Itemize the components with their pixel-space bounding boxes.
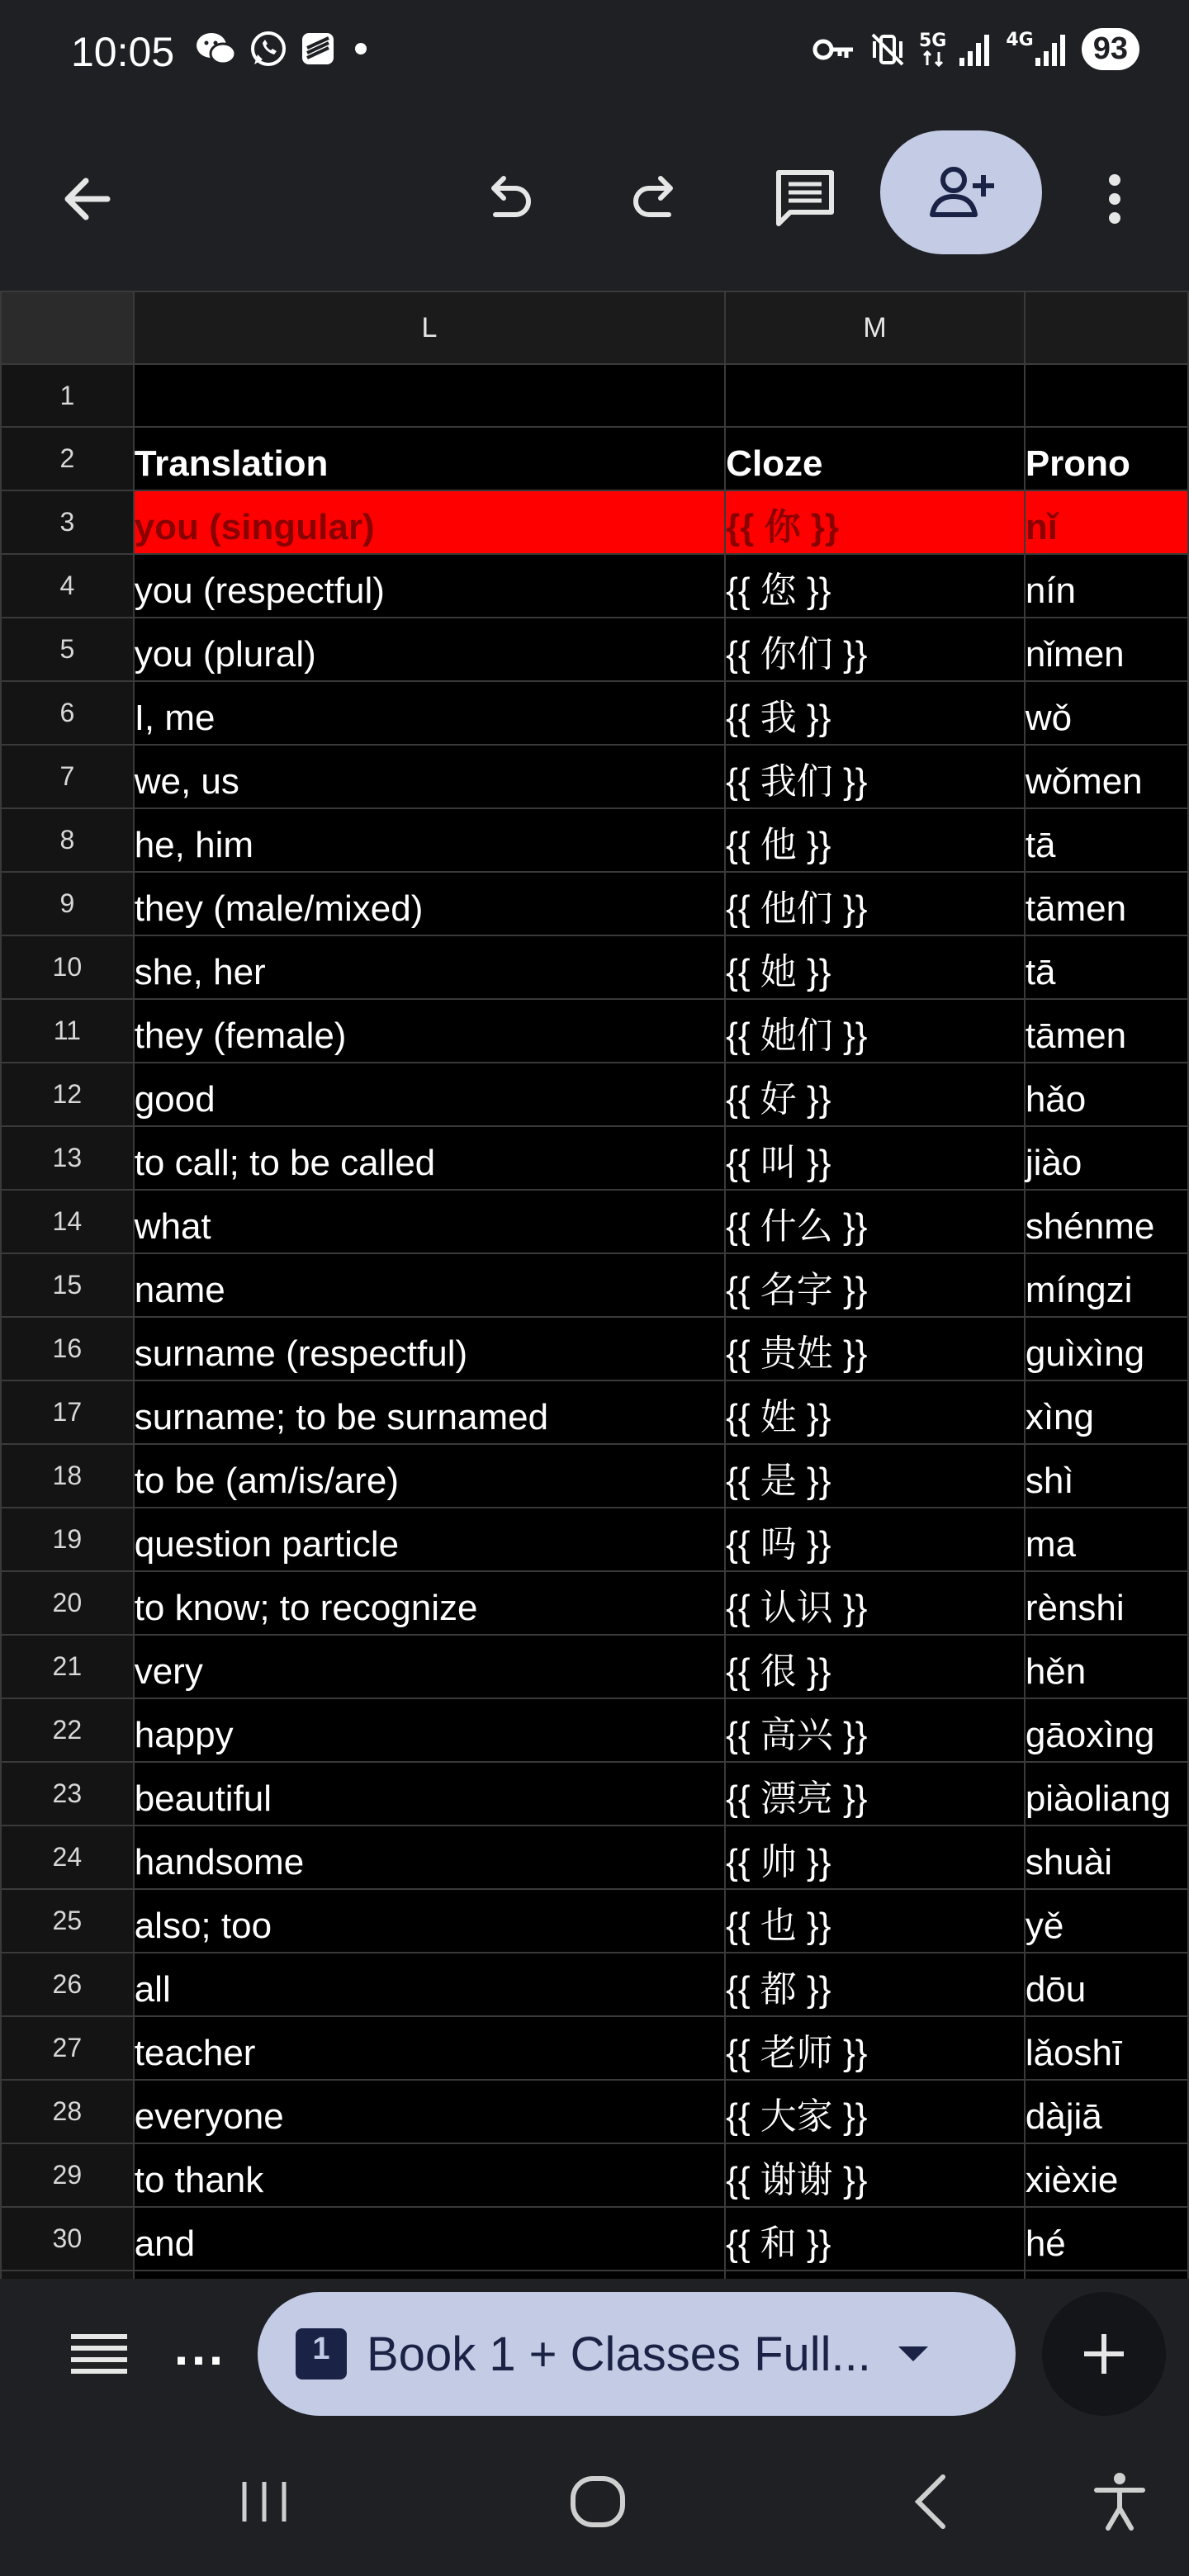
select-all-corner[interactable] xyxy=(1,291,134,364)
cell-translation[interactable]: she, her xyxy=(134,935,725,999)
row-number[interactable]: 27 xyxy=(1,2016,134,2080)
cell-translation[interactable]: surname (respectful) xyxy=(134,1317,725,1380)
row-number[interactable]: 28 xyxy=(1,2080,134,2143)
cell-translation[interactable]: all xyxy=(134,1953,725,2016)
data-arrows-icon xyxy=(921,50,945,67)
cell-cloze[interactable]: {{ 漂亮 }} xyxy=(725,1762,1025,1825)
status-right xyxy=(812,28,1139,70)
cell-pronunciation[interactable]: wǒmen xyxy=(1025,745,1188,808)
table-row xyxy=(1,1317,1188,1380)
cell-cloze[interactable]: {{ 谢谢 }} xyxy=(725,2143,1025,2207)
dropdown-arrow-icon xyxy=(895,2342,931,2366)
cell-cloze[interactable]: Cloze xyxy=(725,427,1025,490)
table-row xyxy=(1,2080,1188,2143)
table-row xyxy=(1,1380,1188,1444)
cell-translation[interactable]: teacher xyxy=(134,2016,725,2080)
cell-translation[interactable]: handsome xyxy=(134,1825,725,1889)
cell-pronunciation[interactable]: xièxie xyxy=(1025,2143,1188,2207)
wechat-icon xyxy=(195,31,238,67)
cell-cloze[interactable]: {{ 老师 }} xyxy=(725,2016,1025,2080)
recent-apps-button[interactable] xyxy=(231,2469,297,2535)
cell-pronunciation[interactable]: nǐmen xyxy=(1025,618,1188,681)
table-row xyxy=(1,1825,1188,1889)
row-number[interactable]: 8 xyxy=(1,808,134,872)
row-number[interactable]: 22 xyxy=(1,1698,134,1762)
row-number[interactable]: 11 xyxy=(1,999,134,1063)
comment-button[interactable] xyxy=(760,154,850,244)
cell-translation[interactable]: they (female) xyxy=(134,999,725,1063)
cell-cloze[interactable] xyxy=(725,364,1025,427)
cell-cloze[interactable]: {{ 贵姓 }} xyxy=(725,1317,1025,1380)
more-options-button[interactable] xyxy=(1082,154,1148,244)
table-row xyxy=(1,745,1188,808)
cell-pronunciation[interactable] xyxy=(1025,364,1188,427)
column-header-l[interactable]: L xyxy=(134,291,725,364)
network-4g xyxy=(1006,31,1069,68)
spreadsheet-grid xyxy=(0,291,1189,2279)
cell-translation[interactable]: happy xyxy=(134,1698,725,1762)
grid-table xyxy=(0,291,1189,2335)
cell-pronunciation[interactable]: xìng xyxy=(1025,1380,1188,1444)
cell-pronunciation[interactable]: hǎo xyxy=(1025,1063,1188,1126)
cell-cloze[interactable]: {{ 他 }} xyxy=(725,808,1025,872)
cell-translation[interactable]: you (respectful) xyxy=(134,554,725,618)
share-button[interactable] xyxy=(880,130,1042,254)
table-row xyxy=(1,618,1188,681)
table-row xyxy=(1,364,1188,427)
cell-translation[interactable]: question particle xyxy=(134,1508,725,1571)
cell-translation[interactable]: and xyxy=(134,2207,725,2271)
cell-cloze[interactable]: {{ 您 }} xyxy=(725,554,1025,618)
cell-pronunciation[interactable]: yě xyxy=(1025,1889,1188,1953)
row-number[interactable]: 14 xyxy=(1,1190,134,1253)
cell-cloze[interactable]: {{ 他们 }} xyxy=(725,872,1025,935)
cell-cloze[interactable]: {{ 吗 }} xyxy=(725,1508,1025,1571)
whatsapp-icon xyxy=(249,30,287,68)
recent-apps-icon xyxy=(231,2469,297,2535)
cell-cloze[interactable]: {{ 帅 }} xyxy=(725,1825,1025,1889)
cell-translation[interactable]: very xyxy=(134,1635,725,1698)
plus-icon xyxy=(1079,2329,1129,2379)
cell-translation[interactable]: also; too xyxy=(134,1889,725,1953)
cell-translation[interactable]: you (singular) xyxy=(134,490,725,554)
table-row xyxy=(1,999,1188,1063)
cell-translation[interactable] xyxy=(134,364,725,427)
cell-translation[interactable]: surname; to be surnamed xyxy=(134,1380,725,1444)
cell-pronunciation[interactable]: Prono xyxy=(1025,427,1188,490)
cell-translation[interactable]: to know; to recognize xyxy=(134,1571,725,1635)
row-number[interactable]: 4 xyxy=(1,554,134,618)
row-number[interactable]: 13 xyxy=(1,1126,134,1190)
row-number[interactable]: 15 xyxy=(1,1253,134,1317)
table-row xyxy=(1,1508,1188,1571)
toolbar xyxy=(0,124,1189,281)
row-number[interactable]: 21 xyxy=(1,1635,134,1698)
cell-cloze[interactable]: {{ 什么 }} xyxy=(725,1190,1025,1253)
sheet-tab-label: Book 1 + Classes Full... xyxy=(367,2327,871,2381)
row-number[interactable]: 19 xyxy=(1,1508,134,1571)
cell-pronunciation[interactable]: dōu xyxy=(1025,1953,1188,2016)
table-row xyxy=(1,681,1188,745)
row-number[interactable]: 20 xyxy=(1,1571,134,1635)
cell-translation[interactable]: what xyxy=(134,1190,725,1253)
cell-cloze[interactable]: {{ 都 }} xyxy=(725,1953,1025,2016)
app-stack-icon xyxy=(299,30,337,68)
table-row xyxy=(1,427,1188,490)
cell-pronunciation[interactable]: guìxìng xyxy=(1025,1317,1188,1380)
system-nav-bar xyxy=(0,2427,1189,2576)
home-icon xyxy=(565,2469,631,2535)
table-row xyxy=(1,1571,1188,1635)
row-number[interactable]: 18 xyxy=(1,1444,134,1508)
table-row xyxy=(1,554,1188,618)
cell-pronunciation[interactable]: tā xyxy=(1025,935,1188,999)
column-header-row xyxy=(1,291,1188,364)
cell-pronunciation[interactable]: lǎoshī xyxy=(1025,2016,1188,2080)
cell-translation[interactable]: name xyxy=(134,1253,725,1317)
sheet-tab-bar xyxy=(0,2279,1189,2427)
cell-cloze[interactable]: {{ 认识 }} xyxy=(725,1571,1025,1635)
row-number[interactable]: 25 xyxy=(1,1889,134,1953)
cell-pronunciation[interactable]: tā xyxy=(1025,808,1188,872)
accessibility-button[interactable] xyxy=(1087,2469,1153,2535)
more-vert-icon xyxy=(1106,170,1123,228)
cell-cloze[interactable]: {{ 我 }} xyxy=(725,681,1025,745)
cell-cloze[interactable]: {{ 我们 }} xyxy=(725,745,1025,808)
cell-pronunciation[interactable]: shénme xyxy=(1025,1190,1188,1253)
cell-pronunciation[interactable]: jiào xyxy=(1025,1126,1188,1190)
cell-pronunciation[interactable]: hé xyxy=(1025,2207,1188,2271)
dot-icon xyxy=(348,36,373,61)
table-row xyxy=(1,1698,1188,1762)
sheet-number-icon xyxy=(296,2328,347,2379)
cell-cloze[interactable]: {{ 大家 }} xyxy=(725,2080,1025,2143)
cell-cloze[interactable]: {{ 你们 }} xyxy=(725,618,1025,681)
table-row xyxy=(1,935,1188,999)
cell-cloze[interactable]: {{ 你 }} xyxy=(725,490,1025,554)
status-time: 10:05 xyxy=(71,29,175,75)
cell-pronunciation[interactable]: dàjiā xyxy=(1025,2080,1188,2143)
table-row xyxy=(1,1953,1188,2016)
battery-level: 93 xyxy=(1082,28,1139,70)
cell-cloze[interactable]: {{ 高兴 }} xyxy=(725,1698,1025,1762)
column-header-m[interactable]: M xyxy=(725,291,1025,364)
table-row xyxy=(1,1063,1188,1126)
cell-pronunciation[interactable]: tāmen xyxy=(1025,999,1188,1063)
table-row xyxy=(1,1635,1188,1698)
cell-translation[interactable]: Translation xyxy=(134,427,725,490)
cell-pronunciation[interactable]: míngzi xyxy=(1025,1253,1188,1317)
cell-cloze[interactable]: {{ 也 }} xyxy=(725,1889,1025,1953)
cell-pronunciation[interactable]: gāoxìng xyxy=(1025,1698,1188,1762)
cell-cloze[interactable]: {{ 是 }} xyxy=(725,1444,1025,1508)
table-row xyxy=(1,808,1188,872)
vibrate-mute-icon xyxy=(868,30,907,69)
row-number[interactable]: 12 xyxy=(1,1063,134,1126)
table-row xyxy=(1,1762,1188,1825)
table-row xyxy=(1,1444,1188,1508)
cell-translation[interactable]: to call; to be called xyxy=(134,1126,725,1190)
redo-button[interactable] xyxy=(611,154,702,244)
cell-cloze[interactable]: {{ 好 }} xyxy=(725,1063,1025,1126)
back-arrow-icon xyxy=(58,170,116,228)
add-person-icon xyxy=(924,163,998,221)
table-row xyxy=(1,490,1188,554)
key-icon xyxy=(812,35,856,64)
cell-cloze[interactable]: {{ 名字 }} xyxy=(725,1253,1025,1317)
cell-translation[interactable]: we, us xyxy=(134,745,725,808)
cell-pronunciation[interactable]: nín xyxy=(1025,554,1188,618)
cell-pronunciation[interactable]: nǐ xyxy=(1025,490,1188,554)
sheet-number: 1 xyxy=(312,2332,330,2366)
home-button[interactable] xyxy=(565,2469,631,2535)
cell-pronunciation[interactable]: piàoliang xyxy=(1025,1762,1188,1825)
cell-translation[interactable]: to thank xyxy=(134,2143,725,2207)
cell-translation[interactable]: good xyxy=(134,1063,725,1126)
row-number[interactable]: 16 xyxy=(1,1317,134,1380)
table-row xyxy=(1,1889,1188,1953)
back-nav-icon xyxy=(900,2469,966,2535)
table-row xyxy=(1,1253,1188,1317)
list-icon xyxy=(66,2322,132,2388)
row-number[interactable]: 26 xyxy=(1,1953,134,2016)
table-row xyxy=(1,872,1188,935)
cell-translation[interactable]: he, him xyxy=(134,808,725,872)
cell-cloze[interactable]: {{ 她 }} xyxy=(725,935,1025,999)
undo-icon xyxy=(479,170,537,228)
table-row xyxy=(1,2143,1188,2207)
cell-cloze[interactable]: {{ 姓 }} xyxy=(725,1380,1025,1444)
notification-icons xyxy=(195,30,373,68)
comment-icon xyxy=(772,166,838,232)
cell-cloze[interactable]: {{ 她们 }} xyxy=(725,999,1025,1063)
row-number[interactable]: 23 xyxy=(1,1762,134,1825)
cell-pronunciation[interactable]: hěn xyxy=(1025,1635,1188,1698)
accessibility-icon xyxy=(1087,2469,1153,2535)
row-number[interactable]: 24 xyxy=(1,1825,134,1889)
all-sheets-button[interactable] xyxy=(66,2322,132,2388)
more-sheets-button[interactable]: ... xyxy=(173,2327,225,2375)
cell-translation[interactable]: to be (am/is/are) xyxy=(134,1444,725,1508)
network-5g-label: 5G xyxy=(918,30,947,51)
cell-cloze[interactable]: {{ 很 }} xyxy=(725,1635,1025,1698)
cell-pronunciation[interactable]: rènshi xyxy=(1025,1571,1188,1635)
signal-icon xyxy=(958,31,994,68)
row-number[interactable]: 10 xyxy=(1,935,134,999)
row-number[interactable]: 7 xyxy=(1,745,134,808)
cell-translation[interactable]: they (male/mixed) xyxy=(134,872,725,935)
row-number[interactable]: 5 xyxy=(1,618,134,681)
cell-translation[interactable]: you (plural) xyxy=(134,618,725,681)
cell-translation[interactable]: beautiful xyxy=(134,1762,725,1825)
row-number[interactable]: 3 xyxy=(1,490,134,554)
cell-pronunciation[interactable]: tāmen xyxy=(1025,872,1188,935)
row-number[interactable]: 2 xyxy=(1,427,134,490)
undo-button[interactable] xyxy=(462,154,553,244)
cell-pronunciation[interactable]: ma xyxy=(1025,1508,1188,1571)
back-button[interactable] xyxy=(41,154,132,244)
cell-pronunciation[interactable]: shì xyxy=(1025,1444,1188,1508)
table-row xyxy=(1,2016,1188,2080)
table-row xyxy=(1,2207,1188,2271)
cell-cloze[interactable]: {{ 和 }} xyxy=(725,2207,1025,2271)
row-number[interactable]: 6 xyxy=(1,681,134,745)
back-nav-button[interactable] xyxy=(900,2469,966,2535)
cell-translation[interactable]: I, me xyxy=(134,681,725,745)
cell-translation[interactable]: everyone xyxy=(134,2080,725,2143)
network-5g xyxy=(919,32,946,67)
sheet-tab-active[interactable] xyxy=(258,2292,1016,2416)
add-sheet-button[interactable] xyxy=(1042,2292,1166,2416)
row-number[interactable]: 30 xyxy=(1,2207,134,2271)
cell-cloze[interactable]: {{ 叫 }} xyxy=(725,1126,1025,1190)
grid-body xyxy=(1,364,1188,2334)
row-number[interactable]: 29 xyxy=(1,2143,134,2207)
status-bar xyxy=(0,0,1189,116)
row-number[interactable]: 9 xyxy=(1,872,134,935)
signal-icon-2 xyxy=(1034,31,1070,68)
redo-icon xyxy=(628,170,685,228)
row-number[interactable]: 17 xyxy=(1,1380,134,1444)
row-number[interactable]: 1 xyxy=(1,364,134,427)
column-header-n[interactable] xyxy=(1025,291,1188,364)
table-row xyxy=(1,1190,1188,1253)
cell-pronunciation[interactable]: shuài xyxy=(1025,1825,1188,1889)
cell-pronunciation[interactable]: wǒ xyxy=(1025,681,1188,745)
network-4g-label: 4G xyxy=(1006,29,1034,50)
table-row xyxy=(1,1126,1188,1190)
